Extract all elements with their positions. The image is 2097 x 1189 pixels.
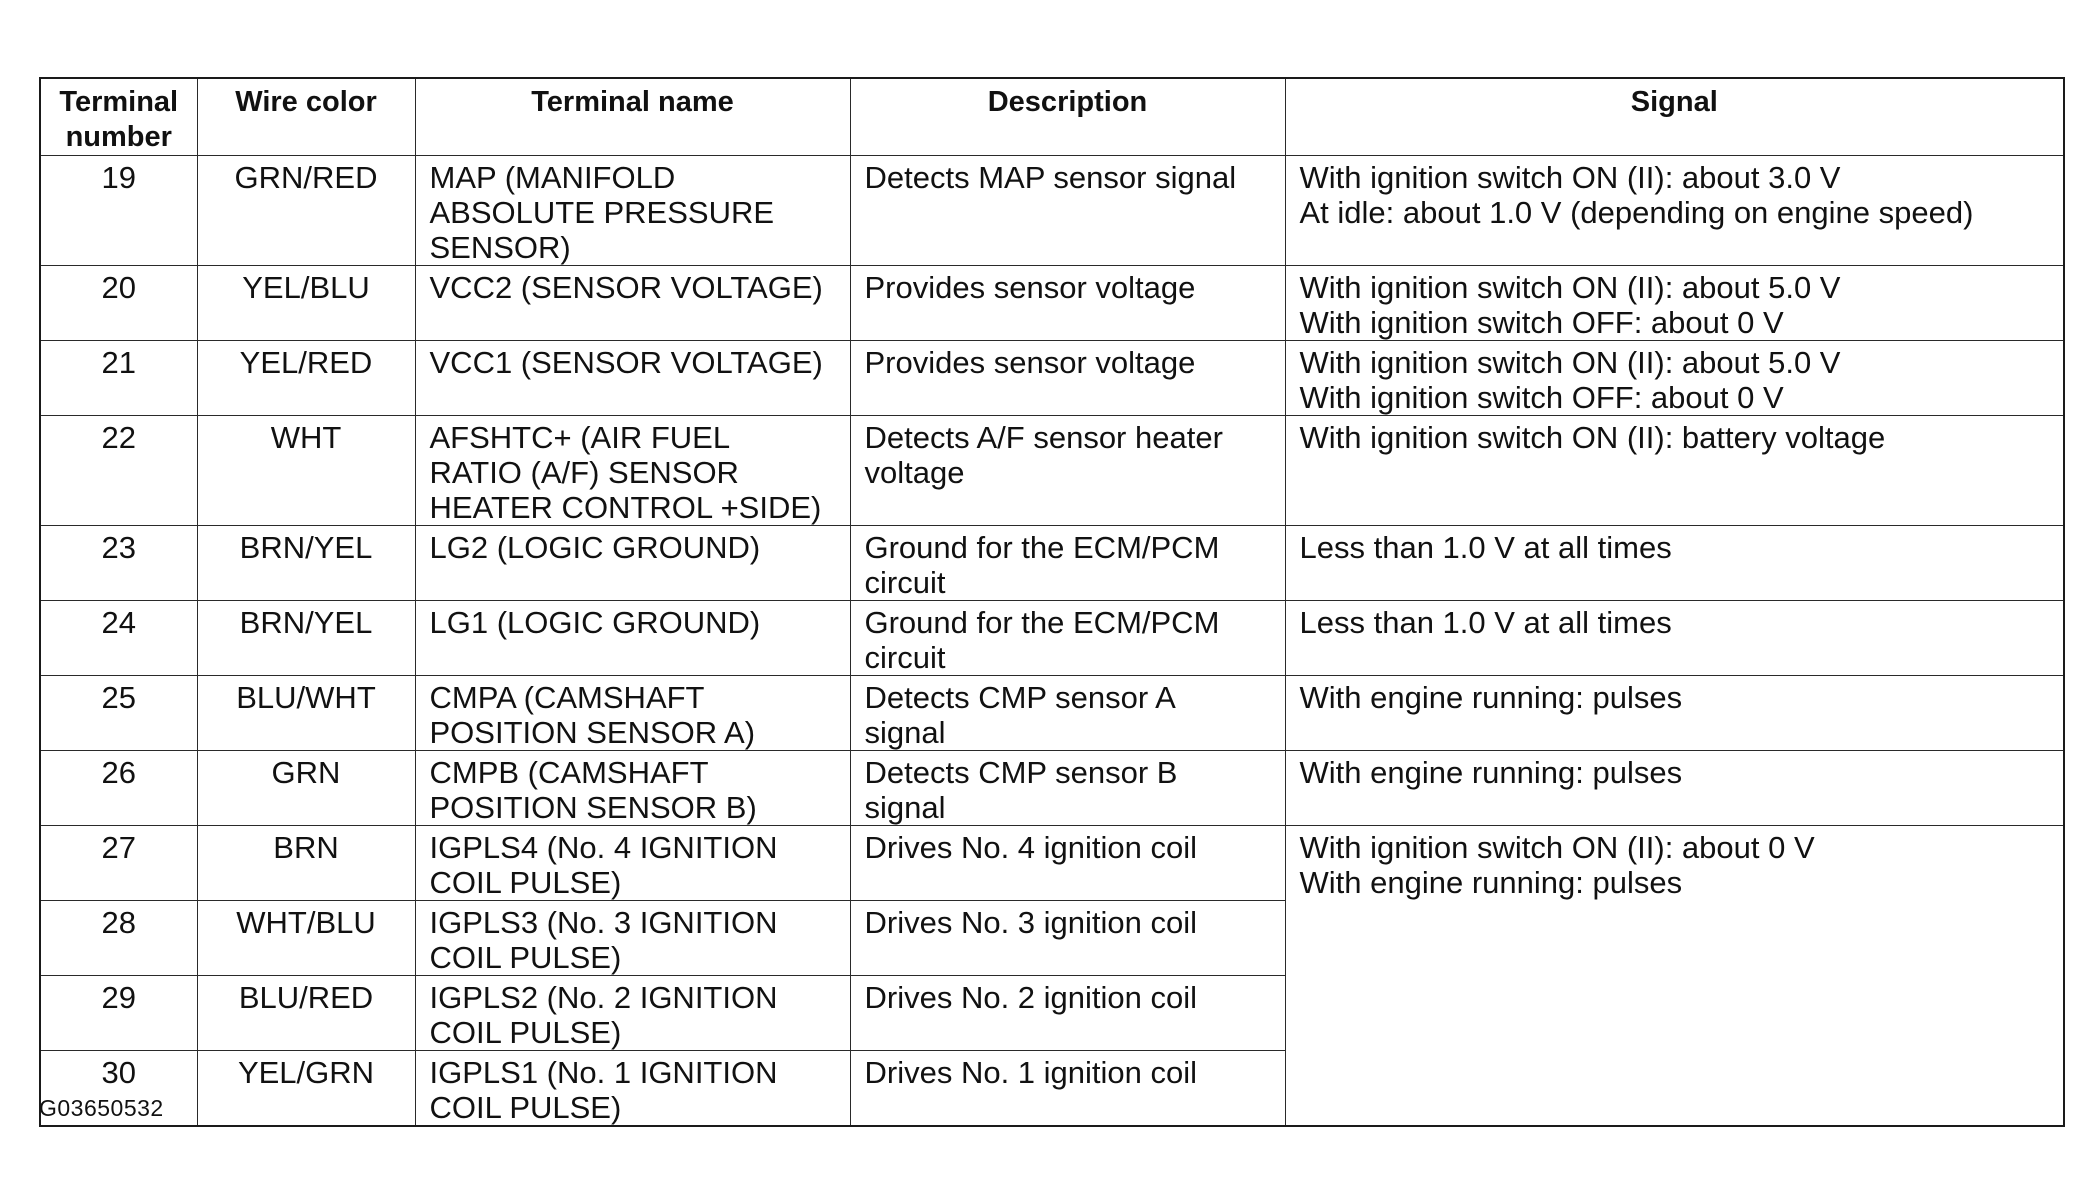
table-row (40, 751, 2064, 826)
header-wire-color: Wire color (197, 78, 415, 156)
terminal-name: AFSHTC+ (AIR FUEL RATIO (A/F) SENSOR HEATER CONTROL +SIDE) (415, 416, 850, 526)
description: Ground for the ECM/PCM circuit (850, 526, 1285, 601)
wire-color: BRN (197, 826, 415, 901)
header-terminal-name: Terminal name (415, 78, 850, 156)
terminal-name: VCC1 (SENSOR VOLTAGE) (415, 341, 850, 416)
terminal-name: LG1 (LOGIC GROUND) (415, 601, 850, 676)
signal: With engine running: pulses (1285, 676, 2064, 751)
terminal-number: 29 (40, 976, 197, 1051)
signal: With ignition switch ON (II): about 0 V With engine running: pulses (1285, 826, 2064, 1127)
signal: With ignition switch ON (II): about 5.0 V With ignition switch OFF: about 0 V (1285, 341, 2064, 416)
terminal-name: IGPLS4 (No. 4 IGNITION COIL PULSE) (415, 826, 850, 901)
table-row (40, 676, 2064, 751)
table-row (40, 266, 2064, 341)
terminal-number: 22 (40, 416, 197, 526)
wire-color: YEL/GRN (197, 1051, 415, 1127)
description: Drives No. 4 ignition coil (850, 826, 1285, 901)
figure-code: G03650532 (39, 1095, 164, 1121)
table-row (40, 526, 2064, 601)
wire-color: GRN/RED (197, 156, 415, 266)
table-row (40, 826, 2064, 901)
wire-color: BLU/WHT (197, 676, 415, 751)
description: Provides sensor voltage (850, 341, 1285, 416)
wire-color: WHT/BLU (197, 901, 415, 976)
terminal-number: 23 (40, 526, 197, 601)
description: Detects CMP sensor B signal (850, 751, 1285, 826)
description: Drives No. 1 ignition coil (850, 1051, 1285, 1127)
terminal-name: LG2 (LOGIC GROUND) (415, 526, 850, 601)
signal: With ignition switch ON (II): battery voltage (1285, 416, 2064, 526)
table-row (40, 341, 2064, 416)
signal: With ignition switch ON (II): about 3.0 V At idle: about 1.0 V (depending on engine speed) (1285, 156, 2064, 266)
terminal-number: 24 (40, 601, 197, 676)
terminal-name: MAP (MANIFOLD ABSOLUTE PRESSURE SENSOR) (415, 156, 850, 266)
header-description: Description (850, 78, 1285, 156)
terminal-number: 25 (40, 676, 197, 751)
header-terminal-number: Terminal number (40, 78, 197, 156)
signal: Less than 1.0 V at all times (1285, 526, 2064, 601)
description: Drives No. 2 ignition coil (850, 976, 1285, 1051)
wire-color: BLU/RED (197, 976, 415, 1051)
terminal-name: IGPLS3 (No. 3 IGNITION COIL PULSE) (415, 901, 850, 976)
terminal-number: 19 (40, 156, 197, 266)
table-row (40, 416, 2064, 526)
signal: With engine running: pulses (1285, 751, 2064, 826)
signal: Less than 1.0 V at all times (1285, 601, 2064, 676)
wire-color: BRN/YEL (197, 526, 415, 601)
description: Detects MAP sensor signal (850, 156, 1285, 266)
table-row (40, 156, 2064, 266)
description: Detects CMP sensor A signal (850, 676, 1285, 751)
terminal-name: CMPB (CAMSHAFT POSITION SENSOR B) (415, 751, 850, 826)
header-row (40, 78, 2064, 156)
terminal-number: 21 (40, 341, 197, 416)
terminal-name: CMPA (CAMSHAFT POSITION SENSOR A) (415, 676, 850, 751)
wire-color: BRN/YEL (197, 601, 415, 676)
wire-color: YEL/RED (197, 341, 415, 416)
terminal-name: VCC2 (SENSOR VOLTAGE) (415, 266, 850, 341)
wire-color: WHT (197, 416, 415, 526)
terminal-table (39, 77, 2065, 1127)
terminal-number: 28 (40, 901, 197, 976)
description: Ground for the ECM/PCM circuit (850, 601, 1285, 676)
terminal-number: 20 (40, 266, 197, 341)
description: Drives No. 3 ignition coil (850, 901, 1285, 976)
terminal-number: 27 (40, 826, 197, 901)
terminal-number: 30 (40, 1051, 197, 1127)
table-row (40, 601, 2064, 676)
description: Provides sensor voltage (850, 266, 1285, 341)
wire-color: YEL/BLU (197, 266, 415, 341)
wire-color: GRN (197, 751, 415, 826)
terminal-name: IGPLS1 (No. 1 IGNITION COIL PULSE) (415, 1051, 850, 1127)
signal: With ignition switch ON (II): about 5.0 V With ignition switch OFF: about 0 V (1285, 266, 2064, 341)
terminal-name: IGPLS2 (No. 2 IGNITION COIL PULSE) (415, 976, 850, 1051)
terminal-number: 26 (40, 751, 197, 826)
header-signal: Signal (1285, 78, 2064, 156)
description: Detects A/F sensor heater voltage (850, 416, 1285, 526)
